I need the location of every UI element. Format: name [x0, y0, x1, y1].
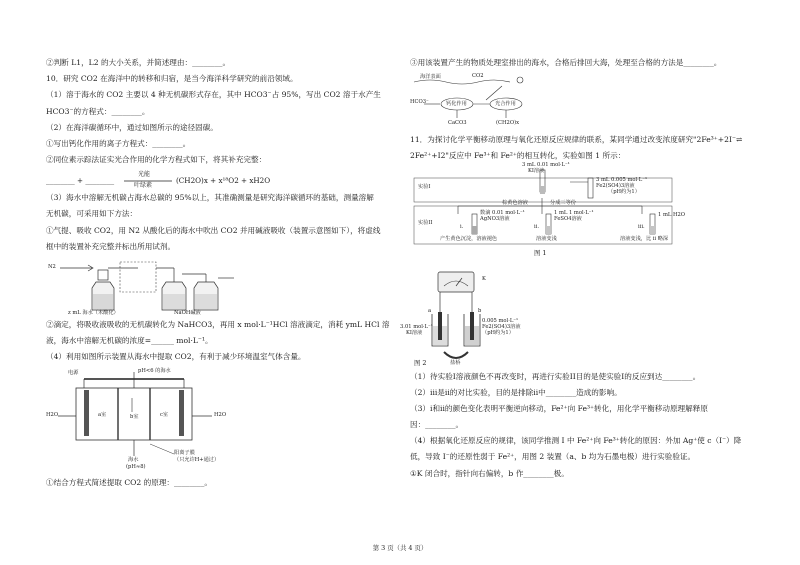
fe-cell-conc-label: 0.005 mol·L⁻¹	[482, 317, 519, 324]
q10-4-1-line: ①结合方程式简述提取 CO2 的原理：________。	[46, 478, 212, 488]
q10-3-1-line1: ①气提、吸收 CO2，用 N2 从酸化后的海水中吹出 CO2 并用碱液吸收（装置示意图如下），将虚线	[46, 225, 381, 235]
photosynthesis-label: 光合作用	[495, 101, 516, 108]
q10-4-3-line: ③用该装置产生的物质处理室排出的海水，合格后排回大海，处理至合格的方法是________。	[410, 58, 722, 67]
caco3-label: CaCO3	[448, 120, 467, 127]
reagent3-label: 1 mL H2O	[658, 211, 686, 218]
q10-3-1-line2: 框中的装置补充完整并标出所用试剂。	[46, 241, 176, 251]
q10-2-line: （2）在海洋碳循环中，通过如图所示的途径固碳。	[46, 122, 218, 132]
electrode-a-label: a	[428, 307, 432, 314]
seawater-sample-label: z mL 海水（未酸化）	[68, 309, 119, 316]
reagent2-conc-label: 1 mL 1 mol·L⁻¹	[554, 209, 594, 216]
observation-i: 产生黄色沉淀，溶液褪色	[440, 235, 498, 242]
fe-ph-label: （pH约为1）	[608, 188, 640, 195]
equation-products: (CH2O)x + x¹⁸O2 + xH2O	[176, 176, 271, 186]
observation-iii: 溶液变浅，比 ii 略深	[620, 235, 669, 242]
q10-title: 10．研究 CO2 在海洋中的转移和归宿，是当今海洋科学研究的前沿领域。	[46, 74, 298, 84]
ocean-carbon-figure	[410, 74, 762, 130]
q10-4-line: （4）利用如图所示装置从海水中提取 CO2，有利于减少环境温室气体含量。	[46, 352, 306, 362]
q11-1-line: （1）待实验I溶液颜色不再改变时，再进行实验II目的是使实验I的反应到达________。	[410, 371, 701, 381]
q10-3-line1: （3）海水中溶解无机碳占海水总碳的 95%以上，其准确测量是研究海洋碳循环的基础，测量溶解	[46, 193, 374, 203]
observation-ii: 溶液变浅	[536, 235, 557, 242]
membrane-label: 阳离子膜	[174, 450, 195, 457]
exp2-label: 实验II	[418, 219, 433, 226]
equation-reactant-blanks: ________ + ________	[46, 176, 115, 186]
q11-4-1-line: ①K 闭合时，指针向右偏转，b 作________极。	[410, 468, 569, 478]
q11-3-line1: （3）i和ii的颜色变化表明平衡逆向移动，Fe²⁺向 Fe³⁺转化，用化学平衡移动原理解释原	[410, 403, 708, 413]
stripping-apparatus-drawing	[46, 258, 246, 316]
salt-bridge-label: 盐桥	[450, 359, 461, 366]
ki-cell-label: KI溶液	[406, 329, 423, 336]
room-b-label: b室	[130, 414, 139, 421]
q11-line2: 2Fe²⁺+I2"反应中 Fe³⁺和 Fe²⁺的相互转化，实验如图 1 所示：	[410, 151, 626, 161]
experiment-figure-2	[400, 268, 762, 368]
q11-4-line2: 低，导致 I⁻的还原性弱于 Fe²⁺，用图 2 装置（a、b 均为石墨电极）进行实验验证。	[410, 452, 696, 462]
fe-cell-solution-label: Fe2(SO4)3溶液	[482, 323, 521, 330]
equation-condition-chlorophyll: 叶绿素	[134, 182, 153, 190]
ch2o-label: (CH2O)x	[496, 120, 520, 127]
q10-1-line2: HCO3⁻的方程式：________。	[46, 106, 150, 116]
stripping-apparatus-figure	[46, 258, 396, 316]
electrolysis-drawing	[46, 368, 266, 472]
h2o-left-label: H2O	[46, 412, 59, 419]
fe-conc-label: 3 mL 0.005 mol·L⁻¹	[596, 176, 648, 183]
ph-in-label: pH<6 的海水	[138, 368, 171, 375]
tube-iii-label: iii.	[638, 223, 645, 230]
exp1-label: 实验I	[418, 183, 431, 190]
room-c-label: c室	[160, 412, 169, 419]
n2-label: N2	[48, 263, 56, 270]
reagent1-label: AgNO3溶液	[480, 215, 510, 222]
co2-label: CO2	[472, 73, 484, 80]
electrode-b-label: b	[478, 307, 482, 314]
q10-3-2-line2: 液，海水中溶解无机碳的浓度=______ mol·L⁻¹。	[46, 336, 213, 346]
figure2-caption: 图 2	[414, 358, 427, 367]
hco3-label: HCO3⁻	[410, 99, 429, 106]
seawater-ph-label: (pH≈8)	[126, 464, 146, 471]
q11-4-line1: （4）根据氧化还原反应的规律，该同学推测 I 中 Fe²⁺向 Fe³⁺转化的原因：外加 Ag⁺使 c（I⁻）降	[410, 436, 742, 446]
brown-solution-label: 棕黄色溶液	[502, 199, 528, 206]
membrane-note: （只允许H+通过）	[174, 457, 220, 464]
q11-2-line: （2）iii是ii的对比实验，目的是排除ii中________造成的影响。	[410, 387, 622, 397]
reagent2-label: FeSO4溶液	[554, 215, 582, 222]
electrolysis-figure	[46, 368, 396, 472]
ocean-surface-label: 海洋表面	[420, 74, 441, 81]
tube-ii-label: ii.	[534, 223, 539, 230]
left-column	[46, 58, 396, 495]
fe-solution-label: Fe2(SO4)3溶液	[596, 182, 635, 189]
q10-3-2-line1: ②滴定，将吸收液吸收的无机碳转化为 NaHCO3，再用 x mol·L⁻¹HCl 溶液滴定，消耗 ymL HCl 溶	[46, 319, 390, 329]
room-a-label: a室	[98, 412, 107, 419]
split-label: 分成三等份	[550, 199, 576, 206]
q10-3-line2: 无机碳，可采用如下方法：	[46, 209, 138, 219]
naoh-label: NaOH碱液	[174, 309, 201, 316]
fe-cell-ph-label: （pH约为1）	[482, 329, 514, 336]
tube-i-label: i.	[460, 223, 464, 230]
photosynthesis-equation	[46, 171, 396, 189]
q10-2-2-line: ②同位素示踪法证实光合作用的化学方程式如下，将其补充完整：	[46, 155, 267, 165]
q10-1-line1: （1）溶于海水的 CO2 主要以 4 种无机碳形式存在，其中 HCO3⁻占 95%，写出 CO2 溶于水产生	[46, 90, 381, 100]
page-footer: 第 3 页（共 4 页）	[372, 544, 428, 552]
ki-cell-conc-label: 3.01 mol·L⁻¹	[400, 323, 433, 330]
ki-solution-label: KI溶液	[528, 167, 545, 174]
experiment-figure-1	[410, 161, 762, 266]
switch-k-label: K	[482, 275, 486, 282]
ocean-carbon-drawing	[410, 74, 560, 130]
ki-conc-label: 3 mL 0.01 mol·L⁻¹	[522, 161, 570, 168]
calcification-label: 钙化作用	[446, 101, 467, 108]
experiment-figure-1-drawing	[410, 168, 762, 266]
seawater-label: 海水	[128, 457, 139, 464]
q9-part2-line: ②判断 L1，L2 的大小关系，并简述理由：________。	[46, 58, 231, 67]
power-label-left: 电源	[68, 370, 79, 377]
q11-3-line2: 因：________。	[410, 420, 464, 430]
right-column	[400, 58, 762, 485]
h2o-right-label: H2O	[214, 412, 227, 419]
q10-2-1-line: ①写出钙化作用的离子方程式：________。	[46, 138, 191, 148]
reagent1-conc-label: 数滴 0.01 mol·L⁻¹	[480, 209, 525, 216]
figure1-caption: 图 1	[534, 248, 547, 257]
q11-line1: 11．为探讨化学平衡移动原理与氧化还原反应规律的联系，某同学通过改变浓度研究"2Fe³⁺+2I⁻⇌	[410, 135, 743, 145]
equation-condition-light: 光能	[138, 171, 151, 179]
